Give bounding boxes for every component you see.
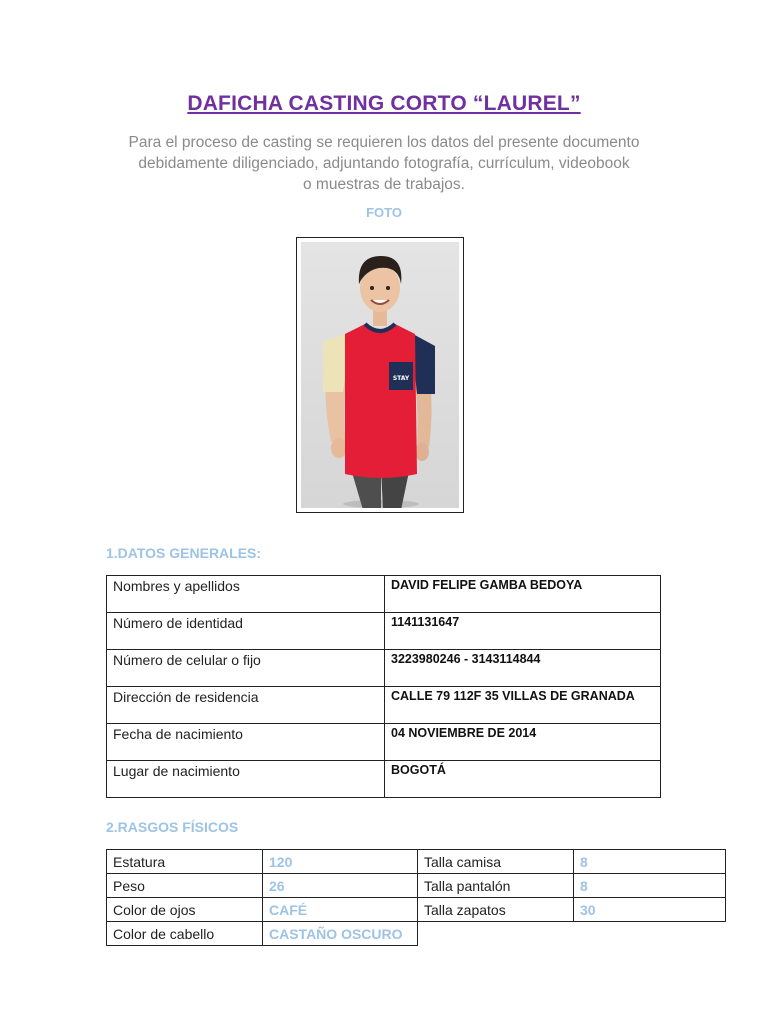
empty-cell	[418, 922, 574, 946]
row-value: BOGOTÁ	[385, 761, 661, 798]
row-label: Color de ojos	[107, 898, 263, 922]
intro-line-2: debidamente diligenciado, adjuntando fotografía, currículum, videobook	[138, 155, 630, 172]
rasgos-fisicos-heading: 2.RASGOS FÍSICOS	[106, 819, 239, 835]
datos-generales-heading: 1.DATOS GENERALES:	[106, 545, 262, 561]
row-label: Nombres y apellidos	[107, 576, 385, 613]
row-label: Número de identidad	[107, 613, 385, 650]
table-row	[107, 922, 726, 946]
row-value: CALLE 79 112F 35 VILLAS DE GRANADA	[385, 687, 661, 724]
row-label: Lugar de nacimiento	[107, 761, 385, 798]
row-value: 30	[574, 898, 726, 922]
row-label: Color de cabello	[107, 922, 263, 946]
table-row	[107, 898, 726, 922]
intro-paragraph	[104, 132, 664, 195]
table-row	[107, 687, 661, 724]
row-label: Peso	[107, 874, 263, 898]
table-row	[107, 724, 661, 761]
row-value: CASTAÑO OSCURO	[263, 922, 418, 946]
row-label: Talla camisa	[418, 850, 574, 874]
empty-cell	[574, 922, 726, 946]
row-value: 04 NOVIEMBRE DE 2014	[385, 724, 661, 761]
table-row	[107, 576, 661, 613]
intro-line-3: o muestras de trabajos.	[303, 176, 465, 193]
row-value: DAVID FELIPE GAMBA BEDOYA	[385, 576, 661, 613]
table-row	[107, 874, 726, 898]
row-label: Talla zapatos	[418, 898, 574, 922]
row-value: 8	[574, 874, 726, 898]
row-value: CAFÉ	[263, 898, 418, 922]
row-label: Dirección de residencia	[107, 687, 385, 724]
table-row	[107, 650, 661, 687]
datos-generales-table	[106, 575, 661, 798]
table-row	[107, 850, 726, 874]
row-value: 8	[574, 850, 726, 874]
rasgos-fisicos-table	[106, 849, 726, 946]
table-row	[107, 761, 661, 798]
row-label: Talla pantalón	[418, 874, 574, 898]
row-value: 1141131647	[385, 613, 661, 650]
candidate-photo	[301, 242, 459, 508]
row-label: Estatura	[107, 850, 263, 874]
row-label: Número de celular o fijo	[107, 650, 385, 687]
shirt-text: STAY	[392, 375, 410, 382]
document-title: DAFICHA CASTING CORTO “LAUREL”	[187, 92, 581, 115]
row-value: 120	[263, 850, 418, 874]
table-row	[107, 613, 661, 650]
photo-frame	[296, 237, 464, 513]
row-value: 26	[263, 874, 418, 898]
row-value: 3223980246 - 3143114844	[385, 650, 661, 687]
row-label: Fecha de nacimiento	[107, 724, 385, 761]
photo-label: FOTO	[366, 205, 402, 220]
intro-line-1: Para el proceso de casting se requieren los datos del presente documento	[128, 134, 640, 151]
boy-portrait-illustration	[301, 242, 459, 508]
